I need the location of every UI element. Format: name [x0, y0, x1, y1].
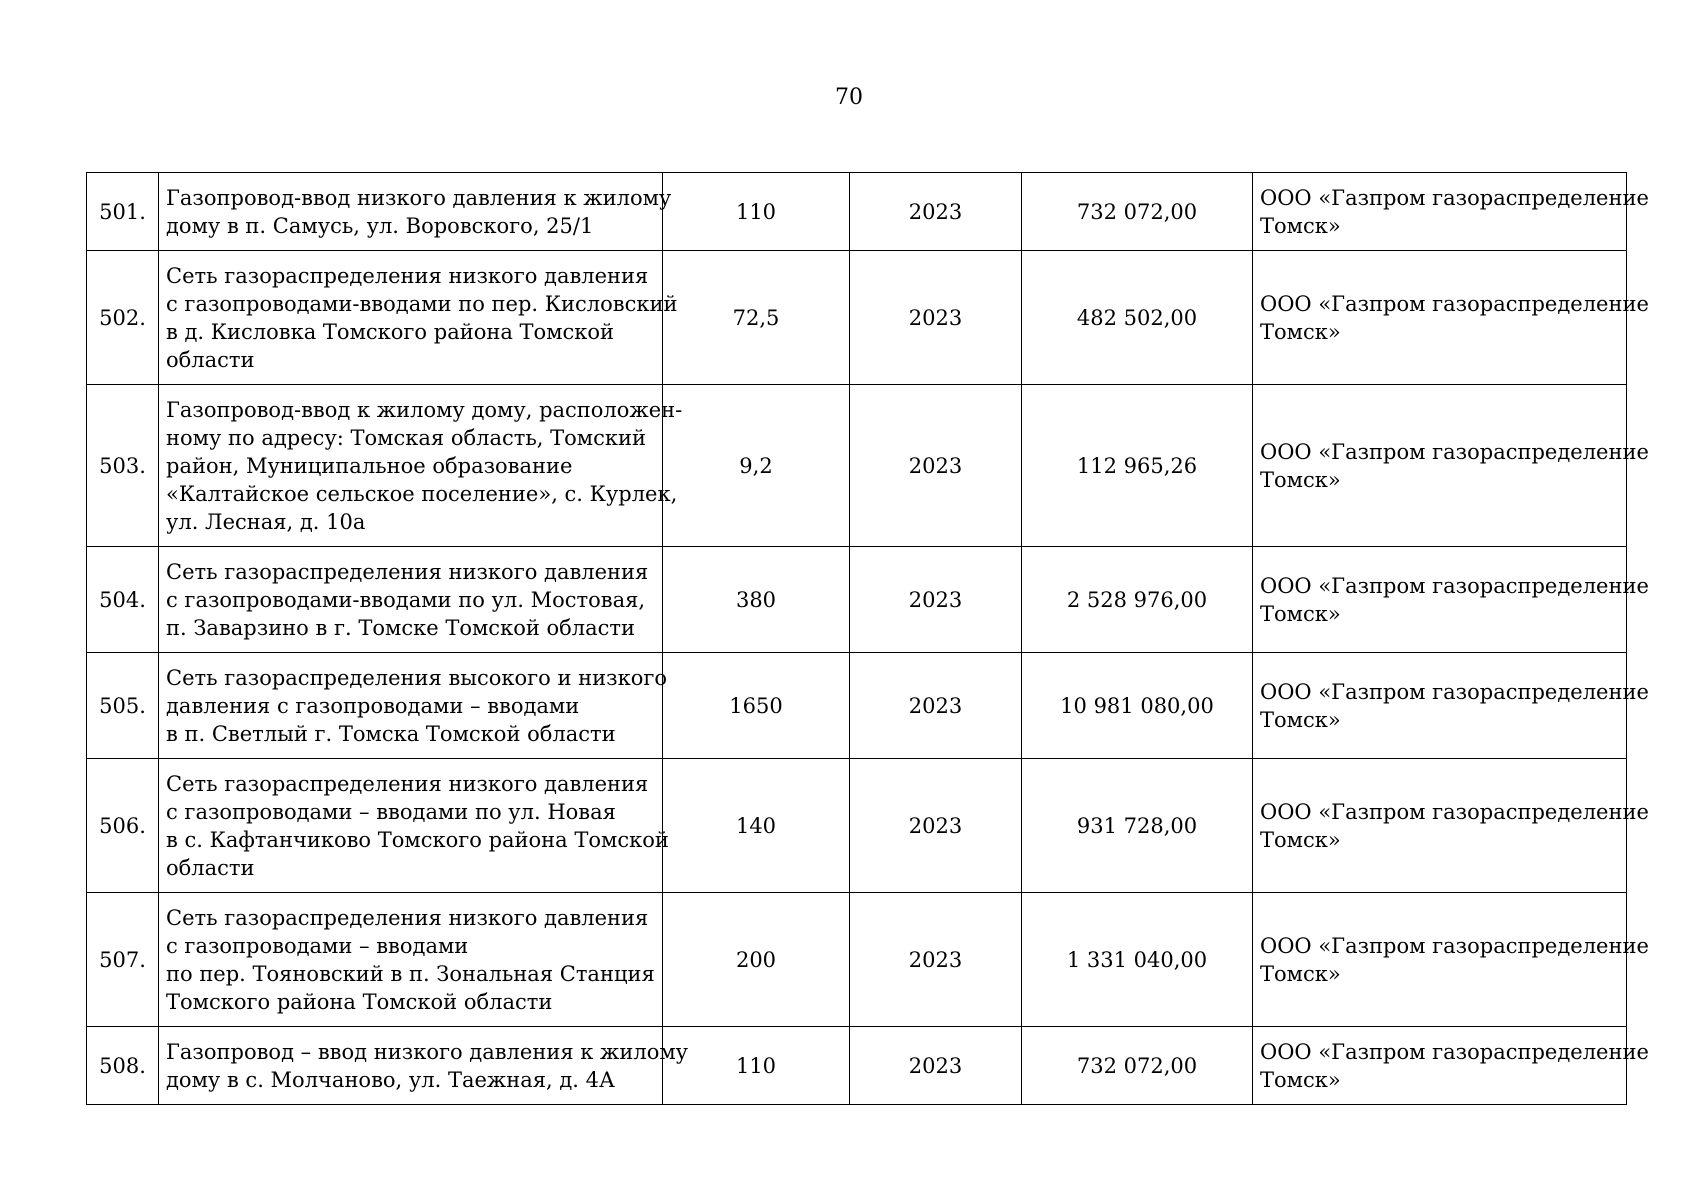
object-name-line: Сеть газораспределения высокого и низкого: [166, 665, 668, 690]
owner-line: Томск»: [1260, 827, 1341, 852]
owner-line: ООО «Газпром газораспределение: [1260, 573, 1649, 598]
object-name-line: давления с газопроводами – вводами: [166, 693, 580, 718]
object-name-line: «Калтайское сельское поселение», с. Курлек,: [166, 481, 678, 506]
object-name-line: ул. Лесная, д. 10а: [166, 509, 366, 534]
object-name-line: с газопроводами – вводами: [166, 933, 469, 958]
pipeline-length: 200: [663, 893, 850, 1027]
object-cost: 2 528 976,00: [1022, 547, 1253, 653]
commission-year: 2023: [850, 173, 1022, 251]
commission-year: 2023: [850, 547, 1022, 653]
object-name-line: ному по адресу: Томская область, Томский: [166, 425, 646, 450]
commission-year: 2023: [850, 893, 1022, 1027]
owner-line: Томск»: [1260, 601, 1341, 626]
registry-table-body: [87, 173, 1649, 1105]
owner-line: ООО «Газпром газораспределение: [1260, 185, 1649, 210]
object-name-line: дому в п. Самусь, ул. Воровского, 25/1: [166, 213, 594, 238]
object-cost: 10 981 080,00: [1022, 653, 1253, 759]
object-name-line: дому в с. Молчаново, ул. Таежная, д. 4А: [166, 1067, 615, 1092]
object-name-line: Сеть газораспределения низкого давления: [166, 771, 649, 796]
owner-line: Томск»: [1260, 467, 1341, 492]
table-row: [87, 547, 1627, 653]
object-name-line: Сеть газораспределения низкого давления: [166, 263, 649, 288]
pipeline-length: 1650: [663, 653, 850, 759]
owner-line: Томск»: [1260, 707, 1341, 732]
table-row: [87, 1027, 1627, 1105]
table-row: [87, 251, 1627, 385]
owner-line: Томск»: [1260, 319, 1341, 344]
table-row: [87, 759, 1627, 893]
object-name: [159, 759, 669, 893]
pipeline-length: 72,5: [663, 251, 850, 385]
object-name-line: с газопроводами-вводами по пер. Кисловский: [166, 291, 678, 316]
pipeline-length: 380: [663, 547, 850, 653]
page-number: 70: [835, 85, 863, 110]
owner-organization: [1253, 173, 1649, 251]
row-number: 503.: [87, 385, 159, 547]
commission-year: 2023: [850, 385, 1022, 547]
object-name: [159, 251, 678, 385]
table-row: [87, 173, 1627, 251]
object-name-line: Томского района Томской области: [166, 989, 553, 1014]
object-name-line: по пер. Тояновский в п. Зональная Станция: [166, 961, 655, 986]
object-name: [159, 173, 672, 251]
object-name-line: области: [166, 855, 255, 880]
commission-year: 2023: [850, 1027, 1022, 1105]
owner-line: ООО «Газпром газораспределение: [1260, 933, 1649, 958]
object-name-line: Газопровод – ввод низкого давления к жилому: [166, 1039, 689, 1064]
table-row: [87, 653, 1627, 759]
object-cost: 482 502,00: [1022, 251, 1253, 385]
owner-line: Томск»: [1260, 961, 1341, 986]
object-name-line: области: [166, 347, 255, 372]
owner-line: ООО «Газпром газораспределение: [1260, 439, 1649, 464]
row-number: 501.: [87, 173, 159, 251]
object-name-line: с газопроводами – вводами по ул. Новая: [166, 799, 616, 824]
table-row: [87, 385, 1627, 547]
object-name: [159, 385, 683, 547]
object-cost: 931 728,00: [1022, 759, 1253, 893]
object-name: [159, 547, 663, 653]
object-cost: 732 072,00: [1022, 173, 1253, 251]
row-number: 504.: [87, 547, 159, 653]
commission-year: 2023: [850, 759, 1022, 893]
owner-line: ООО «Газпром газораспределение: [1260, 291, 1649, 316]
commission-year: 2023: [850, 653, 1022, 759]
row-number: 502.: [87, 251, 159, 385]
object-name-line: Газопровод-ввод низкого давления к жилому: [166, 185, 672, 210]
object-cost: 112 965,26: [1022, 385, 1253, 547]
owner-organization: [1253, 759, 1649, 893]
owner-organization: [1253, 547, 1649, 653]
object-name-line: с газопроводами-вводами по ул. Мостовая,: [166, 587, 646, 612]
object-name: [159, 653, 668, 759]
table-row: [87, 893, 1627, 1027]
object-name-line: в п. Светлый г. Томска Томской области: [166, 721, 616, 746]
object-name-line: Газопровод-ввод к жилому дому, расположен-: [166, 397, 683, 422]
owner-organization: [1253, 251, 1649, 385]
pipeline-length: 9,2: [663, 385, 850, 547]
object-cost: 732 072,00: [1022, 1027, 1253, 1105]
row-number: 505.: [87, 653, 159, 759]
object-name-line: Сеть газораспределения низкого давления: [166, 559, 649, 584]
owner-line: ООО «Газпром газораспределение: [1260, 799, 1649, 824]
row-number: 506.: [87, 759, 159, 893]
owner-line: ООО «Газпром газораспределение: [1260, 1039, 1649, 1064]
owner-line: Томск»: [1260, 1067, 1341, 1092]
owner-line: Томск»: [1260, 213, 1341, 238]
pipeline-length: 110: [663, 1027, 850, 1105]
object-name-line: Сеть газораспределения низкого давления: [166, 905, 649, 930]
gas-pipeline-registry-table: [86, 172, 1649, 1105]
row-number: 508.: [87, 1027, 159, 1105]
owner-organization: [1253, 1027, 1649, 1105]
owner-line: ООО «Газпром газораспределение: [1260, 679, 1649, 704]
object-name-line: п. Заварзино в г. Томске Томской области: [166, 615, 636, 640]
object-name-line: район, Муниципальное образование: [166, 453, 573, 478]
row-number: 507.: [87, 893, 159, 1027]
object-name-line: в с. Кафтанчиково Томского района Томской: [166, 827, 669, 852]
object-name: [159, 893, 663, 1027]
object-cost: 1 331 040,00: [1022, 893, 1253, 1027]
object-name: [159, 1027, 689, 1105]
commission-year: 2023: [850, 251, 1022, 385]
pipeline-length: 140: [663, 759, 850, 893]
owner-organization: [1253, 893, 1649, 1027]
owner-organization: [1253, 653, 1649, 759]
object-name-line: в д. Кисловка Томского района Томской: [166, 319, 615, 344]
owner-organization: [1253, 385, 1649, 547]
pipeline-length: 110: [663, 173, 850, 251]
